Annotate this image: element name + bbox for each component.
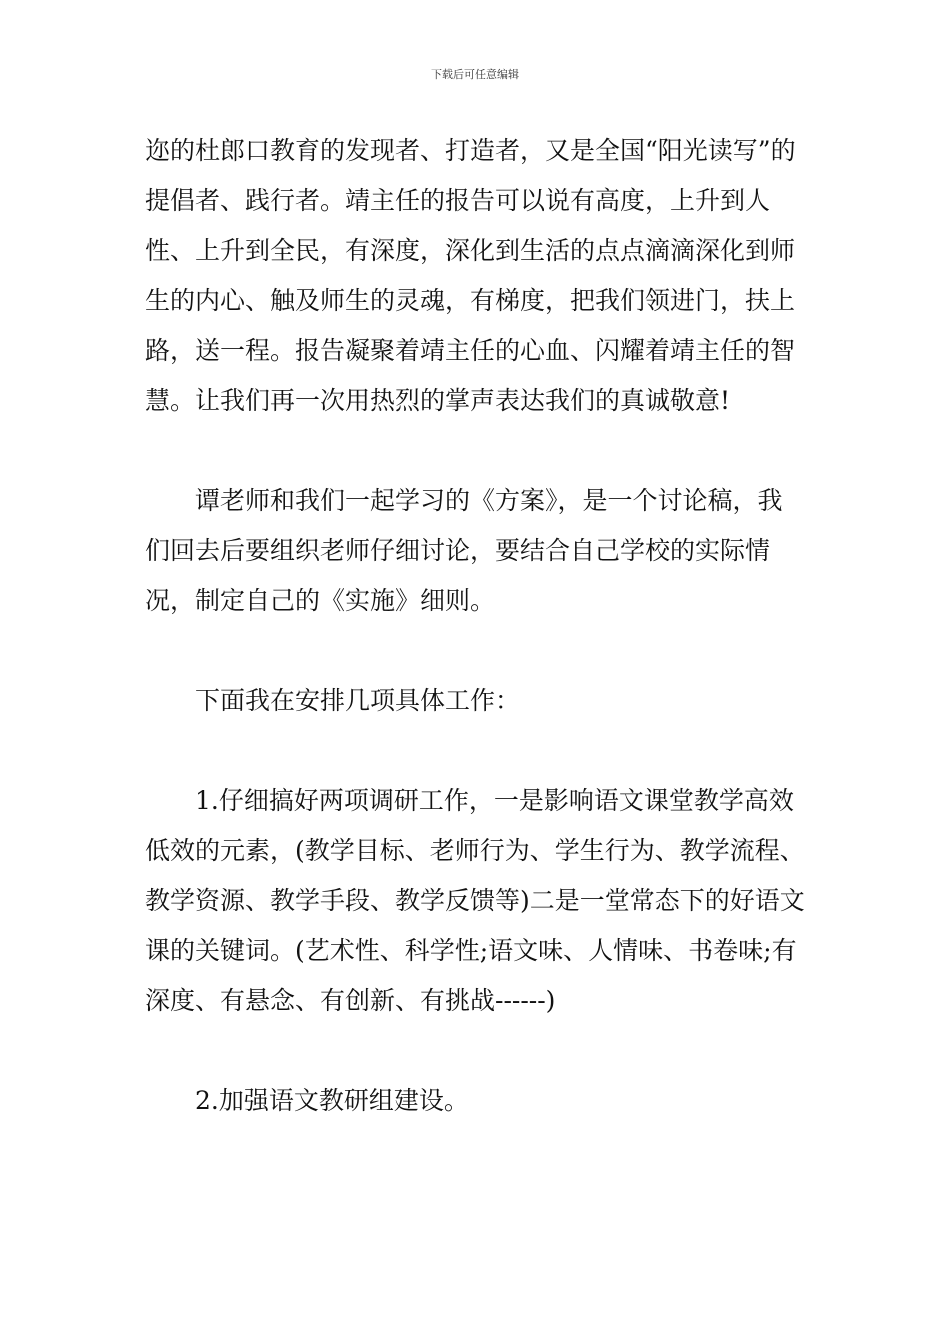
paragraph-report-praise: 迩的杜郎口教育的发现者、打造者，又是全国“阳光读写”的提倡者、践行者。靖主任的报告可以说有高度，上升到人性、上升到全民，有深度，深化到生活的点点滴滴深化到师生的内心、触及师生的灵魂，有梯度，把我们领进门，扶上路，送一程。报告凝聚着靖主任的心血、闪耀着靖主任的智慧。让我们再一次用热烈的掌声表达我们的真诚敬意! bbox=[145, 136, 796, 415]
paragraph-plan-discussion: 谭老师和我们一起学习的《方案》，是一个讨论稿，我们回去后要组织老师仔细讨论，要结合自己学校的实际情况，制定自己的《实施》细则。 bbox=[145, 486, 783, 615]
paragraph-gap bbox=[145, 726, 805, 776]
paragraph-work-intro: 下面我在安排几项具体工作： bbox=[195, 686, 521, 715]
paragraph-item-2: 2.加强语文教研组建设。 bbox=[195, 1086, 469, 1115]
paragraph-item-1: 1.仔细搞好两项调研工作，一是影响语文课堂教学高效低效的元素，(教学目标、老师行为、学生行为、教学流程、教学资源、教学手段、教学反馈等)二是一堂常态下的好语文课的关键词。(艺术性、科学性;语文味、人情味、书卷味;有深度、有悬念、有创新、有挑战------) bbox=[145, 786, 805, 1015]
page-header: 下载后可任意编辑 bbox=[431, 68, 519, 81]
paragraph-gap bbox=[145, 426, 805, 476]
paragraph-gap bbox=[145, 1026, 805, 1076]
paragraph-gap bbox=[145, 626, 805, 676]
document-body bbox=[145, 126, 805, 1126]
